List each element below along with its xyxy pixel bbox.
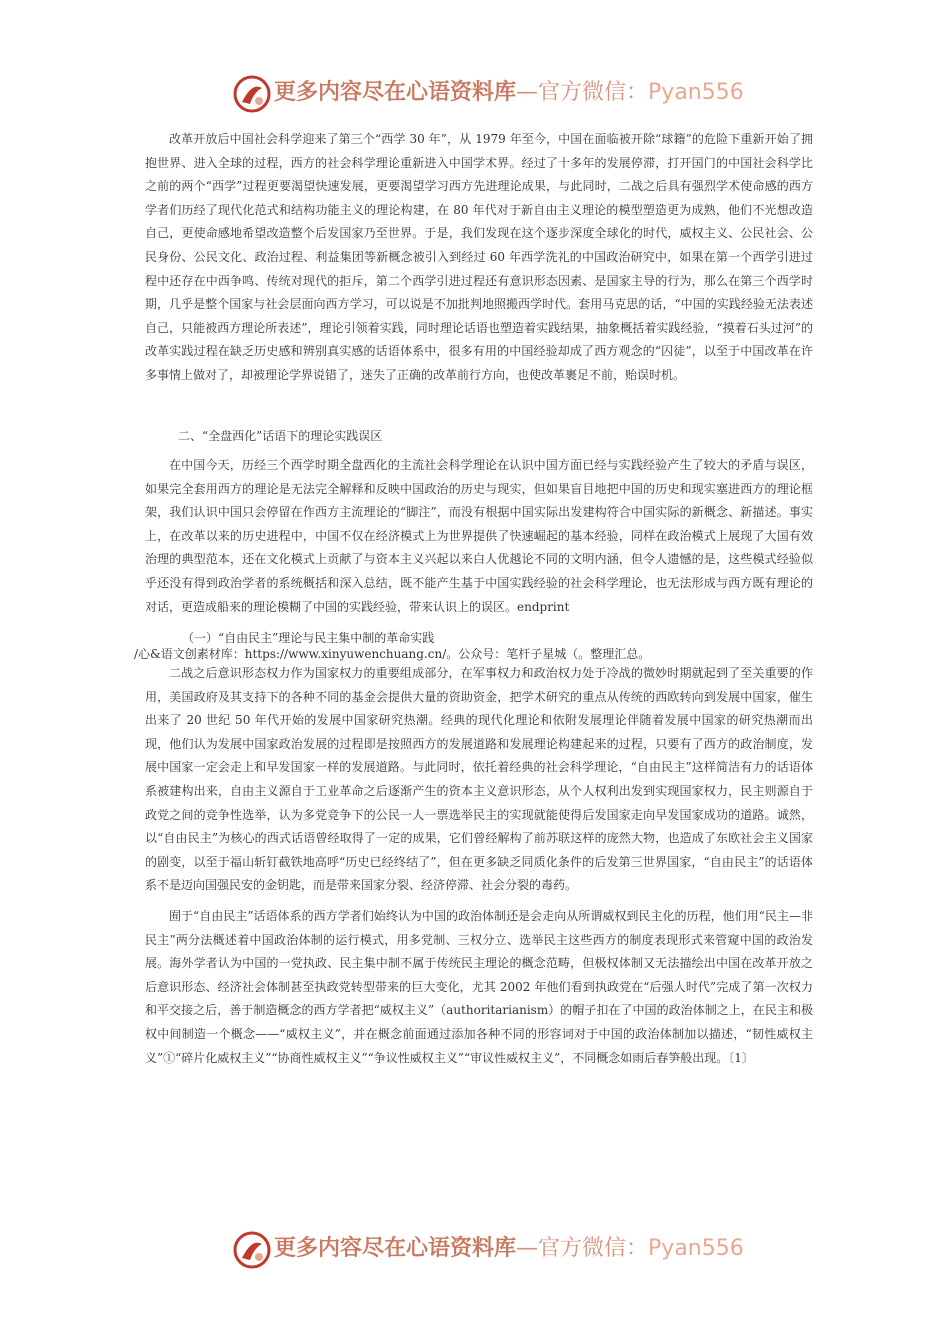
watermark-banner-top <box>0 72 950 120</box>
watermark-banner-bottom <box>0 1228 950 1276</box>
watermark-text-bottom: 更多内容尽在心语资料库—官方微信：Pyan556 <box>274 1236 744 1261</box>
paragraph-3: 二战之后意识形态权力作为国家权力的重要组成部分，在军事权力和政治权力处于冷战的微妙时期就起到了至关重要的作用，美国政府及其支持下的各种不同的基金会提供大量的资助资金，把学术研究的重点从传统的西欧转向到发展中国家，催生出来了 20 世纪 50 年代开始的发展中国家研究热潮。经典的现代化理论和依附发展理论伴随着发展中国家的研究热潮而出现，他们认为发展中国家政治发展的过程即是按照西方的发展道路和发展理论构建起来的过程，只要有了西方的政治制度，发展中国家一定会走上和早发国家一样的发展道路。与此同时，依托着经典的社会科学理论，“自由民主”这样简洁有力的话语体系被建构出来，自由主义源自于工业革命之后逐渐产生的资本主义意识形态，从个人权利出发到实现国家权力，民主则源自于政党之间的竞争性选举，认为多党竞争下的公民一人一票选举民主的实现就能使得后发国家走向早发国家成功的道路。诚然，以“自由民主”为核心的西式话语曾经取得了一定的成果，它们曾经解构了前苏联这样的庞然大物，也造成了东欧社会主义国家的剧变，以至于福山斩钉截铁地高呼“历史已经终结了”，但在更多缺乏同质化条件的后发第三世界国家，“自由民主”的话语体系不是迈向国强民安的金钥匙，而是带来国家分裂、经济停滞、社会分裂的毒药。 <box>145 666 813 893</box>
paragraph-4: 囿于“自由民主”话语体系的西方学者们始终认为中国的政治体制还是会走向从所谓威权到民主化的历程，他们用“民主—非民主”两分法概述着中国政治体制的运行模式，用多党制、三权分立、选举民主这些西方的制度表现形式来管窥中国的政治发展。海外学者认为中国的一党执政、民主集中制不属于传统民主理论的概念范畴，但极权体制又无法描绘出中国在改革开放之后意识形态、经济社会体制甚至执政党转型带来的巨大变化，尤其 2002 年他们看到执政党在“后强人时代”完成了第一次权力和平交接之后，善于制造概念的西方学者把“威权主义”（authoritarianism）的帽子扣在了中国的政治体制之上，在民主和极权中间制造一个概念——“威权主义”，并在概念前面通过添加各种不同的形容词对于中国的政治体制加以描述，“韧性威权主义”①“碎片化威权主义”“协商性威权主义”“争议性威权主义”“审议性威权主义”，不同概念如雨后春笋般出现。〔1〕 <box>145 909 813 1065</box>
watermark-text-top: 更多内容尽在心语资料库—官方微信：Pyan556 <box>274 80 744 105</box>
source-note: /心&语文创素材库：https://www.xinyuwenchuang.cn/。公众号：笔杆子星城（。整理汇总。 <box>134 647 651 661</box>
brand-logo-icon <box>232 1230 272 1270</box>
section-heading: 二、“全盘西化”话语下的理论实践误区 <box>178 429 383 443</box>
paragraph-2: 在中国今天，历经三个西学时期全盘西化的主流社会科学理论在认识中国方面已经与实践经验产生了较大的矛盾与误区，如果完全套用西方的理论是无法完全解释和反映中国政治的历史与现实，但如果盲目地把中国的历史和现实塞进西方的理论框架，我们认识中国只会停留在作西方主流理论的“脚注”，而没有根据中国实际出发建构符合中国实际的新概念、新描述。事实上，在改革以来的历史进程中，中国不仅在经济模式上为世界提供了快速崛起的基本经验，同样在政治模式上展现了大国有效治理的典型范本，还在文化模式上贡献了与资本主义兴起以来白人优越论不同的文明内涵，但令人遗憾的是，这些模式经验似乎还没有得到政治学者的系统概括和深入总结，既不能产生基于中国实践经验的社会科学理论，也无法形成与西方既有理论的对话，更造成船来的理论模糊了中国的实践经验，带来认识上的误区。endprint <box>145 458 813 614</box>
subsection-heading: （一）“自由民主”理论与民主集中制的革命实践 <box>182 631 435 645</box>
brand-logo-icon <box>232 74 272 114</box>
paragraph-1: 改革开放后中国社会科学迎来了第三个“西学 30 年”，从 1979 年至今，中国在面临被开除“球籍”的危险下重新开始了拥抱世界、进入全球的过程，西方的社会科学理论重新进入中国学术界。经过了十多年的发展停滞，打开国门的中国社会科学比之前的两个“西学”过程更要渴望快速发展，更要渴望学习西方先进理论成果，与此同时，二战之后具有强烈学术使命感的西方学者们历经了现代化范式和结构功能主义的理论构建，在 80 年代对于新自由主义理论的模型塑造更为成熟，他们不光想改造自己，更使命感地希望改造整个后发国家乃至世界。于是，我们发现在这个逐步深度全球化的时代，威权主义、公民社会、公民身份、公民文化、政治过程、利益集团等新概念被引入到经过 60 年西学洗礼的中国政治研究中，如果在第一个西学引进过程中还存在中西争鸣、传统对现代的拒斥，第二个西学引进过程还有意识形态因素、是国家主导的行为，那么在第三个西学时期，几乎是整个国家与社会层面向西方学习，可以说是不加批判地照搬西学时代。套用马克思的话，“中国的实践经验无法表述自己，只能被西方理论所表述”，理论引领着实践，同时理论话语也塑造着实践结果，抽象概括着实践经验，“摸着石头过河”的改革实践过程在缺乏历史感和辨别真实感的话语体系中，很多有用的中国经验却成了西方观念的“囚徒”，以至于中国改革在许多事情上做对了，却被理论学界说错了，迷失了正确的改革前行方向，也使改革裹足不前，贻误时机。 <box>145 132 813 382</box>
